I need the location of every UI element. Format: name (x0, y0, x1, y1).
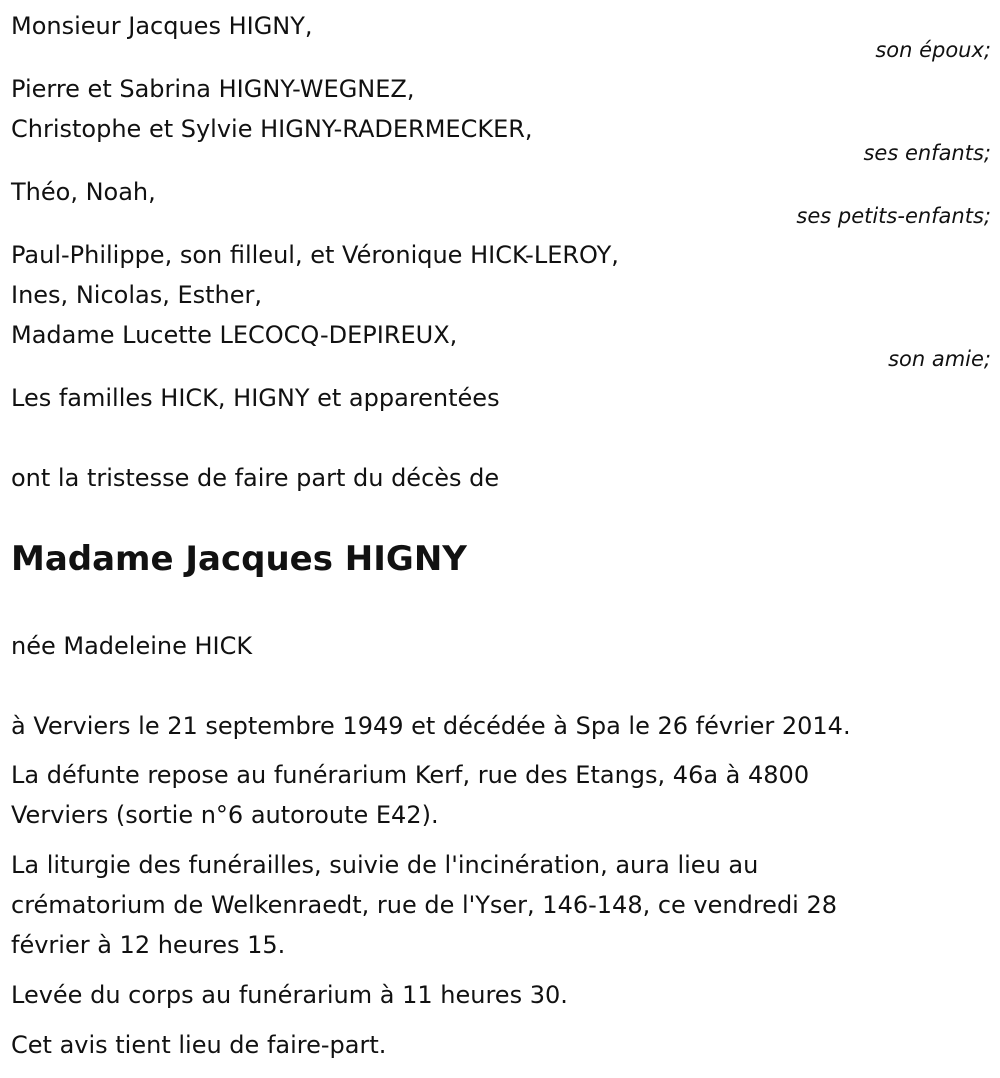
spouse-role: son époux; (875, 38, 991, 62)
godson-line: Paul-Philippe, son filleul, et Véronique HICK-LEROY, (11, 241, 619, 269)
friend-line: Madame Lucette LECOCQ-DEPIREUX, (11, 321, 458, 349)
born-name: née Madeleine HICK (11, 632, 253, 660)
friend-role: son amie; (888, 347, 991, 371)
announcement-line: ont la tristesse de faire part du décès de (11, 464, 500, 492)
liturgy-line-1: La liturgie des funérailles, suivie de l'incinération, aura lieu au (11, 851, 759, 879)
grandchildren-role: ses petits-enfants; (796, 204, 991, 228)
families-line: Les familles HICK, HIGNY et apparentées (11, 384, 500, 412)
children-line-1: Pierre et Sabrina HIGNY-WEGNEZ, (11, 75, 415, 103)
deceased-name: Madame Jacques HIGNY (11, 539, 467, 579)
others-line: Ines, Nicolas, Esther, (11, 281, 263, 309)
liturgy-line-2: crématorium de Welkenraedt, rue de l'Yser, 146-148, ce vendredi 28 (11, 891, 838, 919)
children-role: ses enfants; (863, 141, 991, 165)
notice-line: Cet avis tient lieu de faire-part. (11, 1031, 387, 1059)
spouse-line: Monsieur Jacques HIGNY, (11, 12, 313, 40)
children-line-2: Christophe et Sylvie HIGNY-RADERMECKER, (11, 115, 533, 143)
rest-line-1: La défunte repose au funérarium Kerf, rue des Etangs, 46a à 4800 (11, 761, 810, 789)
levee-line: Levée du corps au funérarium à 11 heures 30. (11, 981, 568, 1009)
rest-line-2: Verviers (sortie n°6 autoroute E42). (11, 801, 439, 829)
liturgy-line-3: février à 12 heures 15. (11, 931, 286, 959)
grandchildren-line: Théo, Noah, (11, 178, 156, 206)
birth-death-line: à Verviers le 21 septembre 1949 et décédée à Spa le 26 février 2014. (11, 712, 851, 740)
